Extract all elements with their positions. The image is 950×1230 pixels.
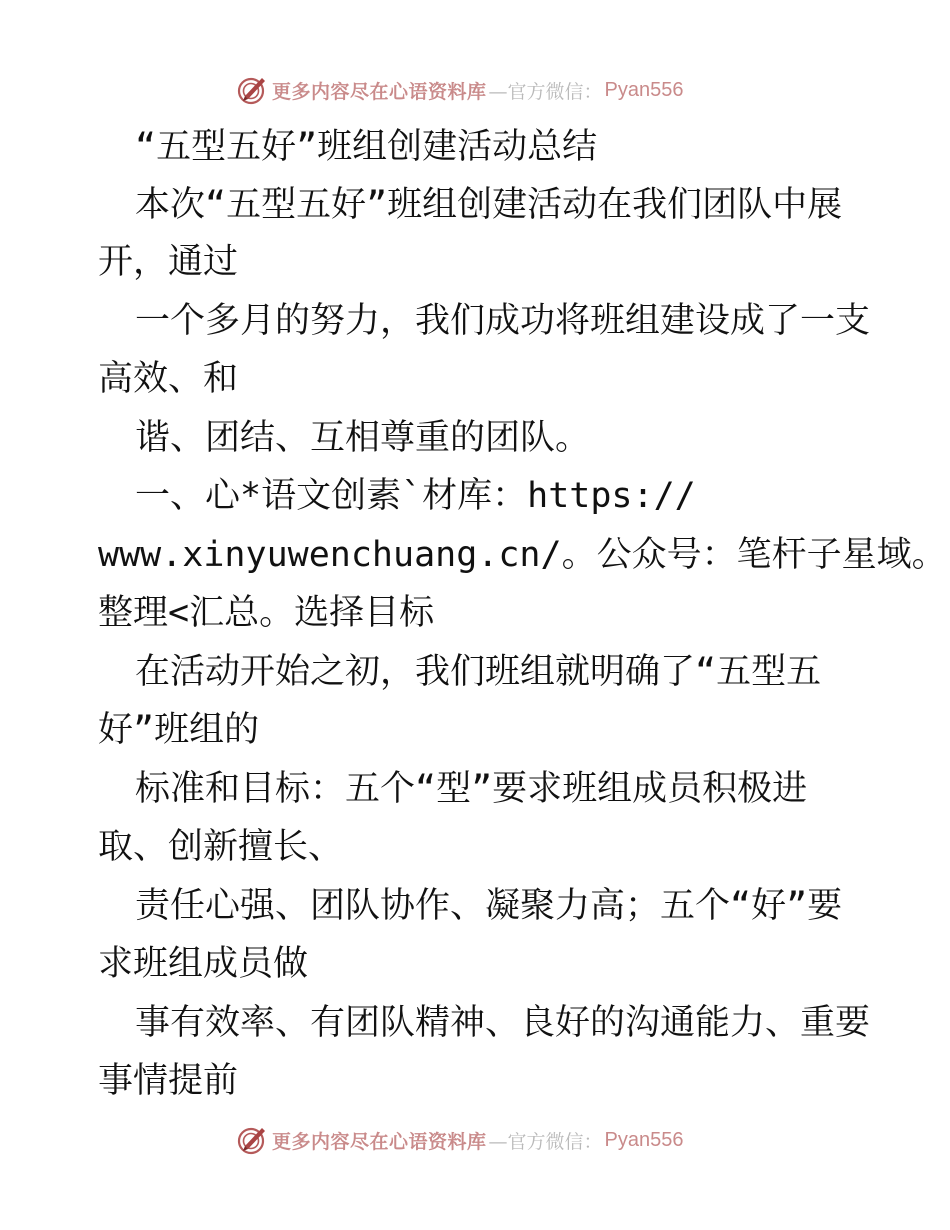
body-line-5: 谐、团结、互相尊重的团队。 [135, 418, 591, 458]
header-banner [236, 73, 716, 107]
footer-banner-wechat-label: —官方微信： [488, 1130, 603, 1153]
footer-banner-text: 更多内容尽在心语资料库 [272, 1130, 487, 1153]
header-banner-wechat-label: —官方微信： [488, 80, 603, 103]
body-line-3: 一个多月的努力，我们成功将班组建设成了一支 [135, 301, 871, 341]
header-banner-wechat-id: Pyan556 [604, 78, 684, 101]
body-line-10: 好”班组的 [98, 710, 260, 750]
body-line-2: 开，通过 [98, 242, 239, 282]
body-line-4: 高效、和 [98, 359, 239, 399]
pen-seal-logo-icon [236, 1124, 268, 1156]
body-line-6: 一、心*语文创素`材库：https:// [135, 476, 696, 516]
body-line-7: www.xinyuwenchuang.cn/。公众号：笔杆子星域。 [98, 535, 947, 575]
body-line-13: 责任心强、团队协作、凝聚力高；五个“好”要 [135, 886, 843, 926]
document-title: “五型五好”班组创建活动总结 [135, 127, 598, 167]
body-line-11: 标准和目标：五个“型”要求班组成员积极进 [135, 769, 808, 809]
body-line-16: 事情提前 [98, 1061, 239, 1101]
body-line-8: 整理<汇总。选择目标 [98, 593, 435, 633]
footer-banner-wechat-id: Pyan556 [604, 1128, 684, 1151]
body-line-14: 求班组成员做 [98, 944, 309, 984]
pen-seal-logo-icon [236, 74, 268, 106]
body-line-15: 事有效率、有团队精神、良好的沟通能力、重要 [135, 1003, 871, 1043]
body-line-9: 在活动开始之初，我们班组就明确了“五型五 [135, 652, 822, 692]
body-line-12: 取、创新擅长、 [98, 827, 344, 867]
header-banner-text: 更多内容尽在心语资料库 [272, 80, 487, 103]
footer-banner [236, 1123, 716, 1157]
body-line-1: 本次“五型五好”班组创建活动在我们团队中展 [135, 185, 843, 225]
